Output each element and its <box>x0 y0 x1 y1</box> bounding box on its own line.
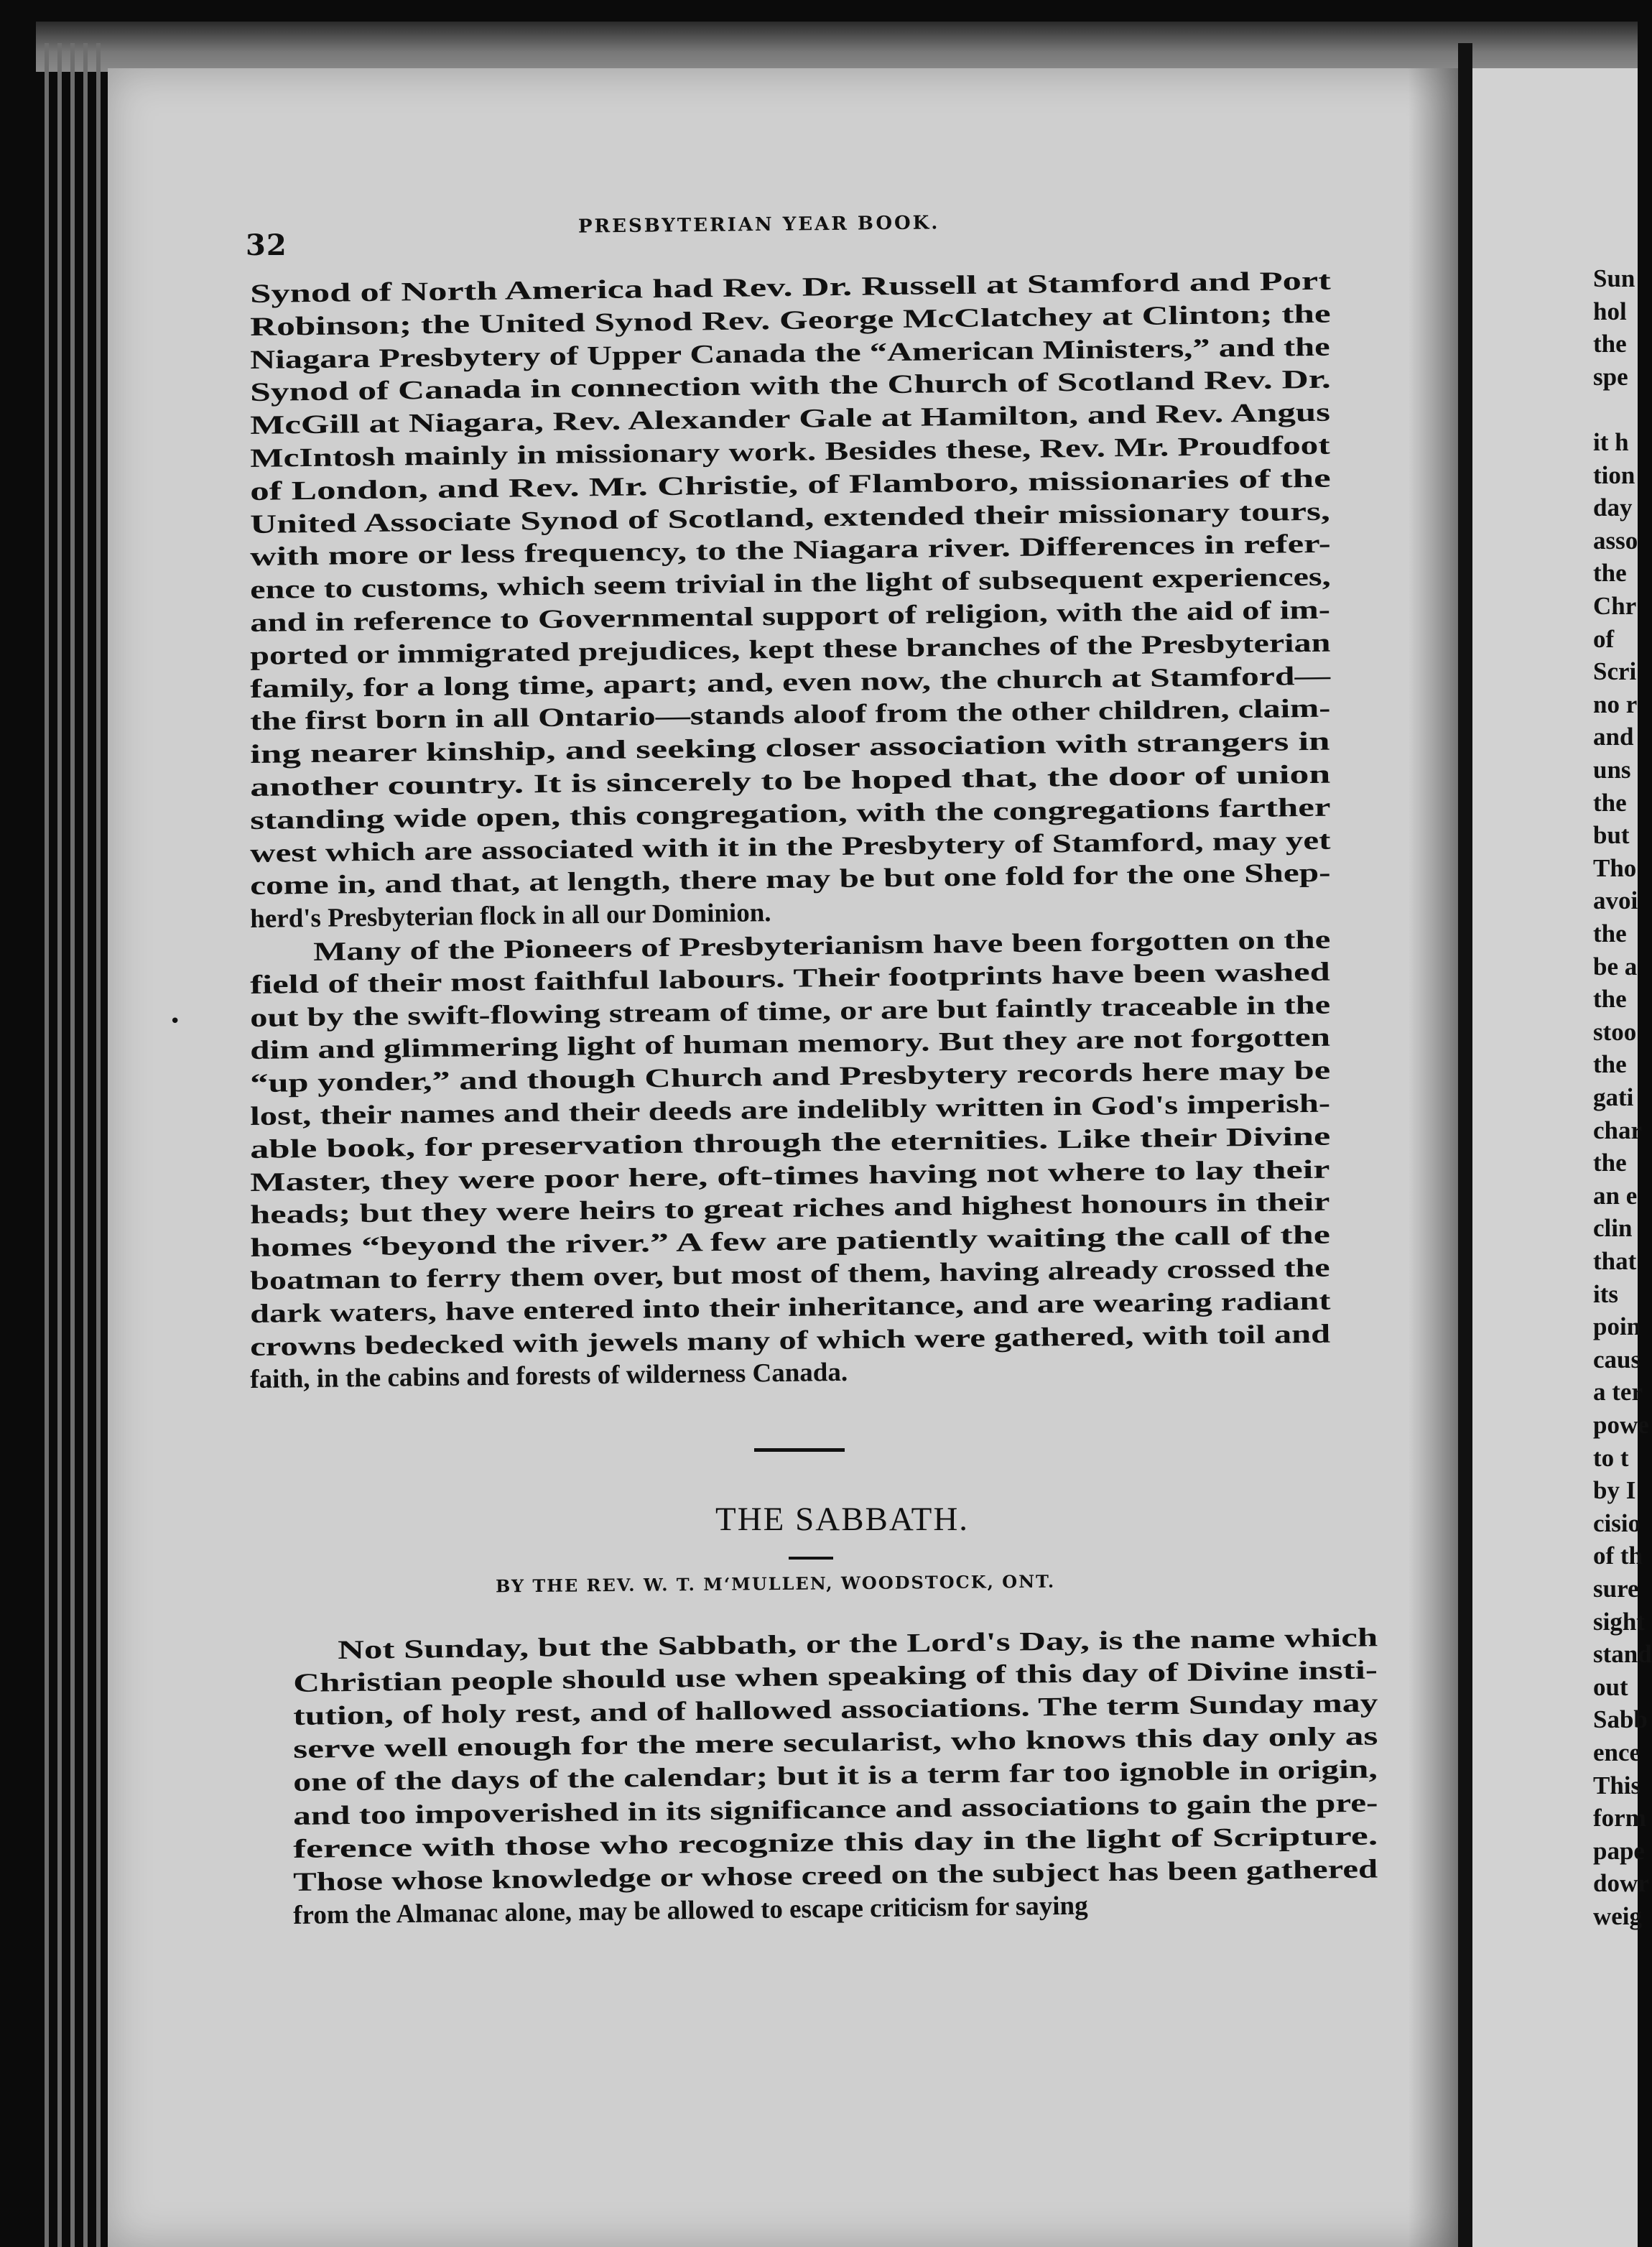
text-line: Those whose knowledge or whose creed on the subject has been gathered <box>293 1854 1378 1897</box>
page-edge <box>57 43 62 2247</box>
text-line: heads; but they were heirs to great riches and highest honours in their <box>250 1187 1330 1231</box>
facing-page-fragment: Chr <box>1593 592 1637 620</box>
text-line: family, for a long time, apart; and, even now, the church at Stamford— <box>250 661 1331 704</box>
facing-page-fragment: Sun <box>1593 264 1635 292</box>
facing-page-fragment: a ter <box>1593 1378 1643 1407</box>
text-line: from the Almanac alone, may be allowed to escape criticism for saying <box>293 1891 1088 1930</box>
text-line: faith, in the cabins and forests of wilderness Canada. <box>250 1358 848 1395</box>
facing-page-fragment: out <box>1593 1672 1628 1701</box>
text-line: dim and glimmering light of human memory. But they are not forgotten <box>250 1023 1331 1066</box>
text-line: ported or immigrated prejudices, kept these branches of the Presbyterian <box>250 628 1331 671</box>
facing-page-fragment: to t <box>1593 1443 1629 1472</box>
text-line: lost, their names and their deeds are indelibly written in God's imperish- <box>250 1088 1331 1131</box>
text-line: McGill at Niagara, Rev. Alexander Gale at Hamilton, and Rev. Angus <box>250 397 1331 441</box>
facing-page-fragment: gati <box>1593 1083 1634 1111</box>
text-line: able book, for preservation through the eternities. Like their Divine <box>250 1121 1331 1164</box>
page-edge <box>96 43 101 2247</box>
facing-page-fragment: day <box>1593 494 1633 522</box>
text-line: the first born in all Ontario—stands aloof from the other children, claim- <box>250 694 1331 737</box>
facing-page-fragment: Sabb <box>1593 1705 1648 1734</box>
facing-page-fragment: dowr <box>1593 1869 1649 1898</box>
facing-page-fragment: avoi <box>1593 886 1638 915</box>
facing-page-fragment: powe <box>1593 1411 1649 1439</box>
text-line: ference with those who recognize this day in the light of Scripture. <box>293 1821 1378 1864</box>
text-line: ing nearer kinship, and seeking closer association with strangers in <box>250 726 1330 770</box>
page-edge <box>45 43 49 2247</box>
facing-page-fragment: stand <box>1593 1640 1652 1669</box>
facing-page-fragment: caus <box>1593 1345 1641 1373</box>
text-line: one of the days of the calendar; but it is a term far too ignoble in origin, <box>293 1754 1378 1798</box>
text-line: field of their most faithful labours. Their footprints have been washed <box>250 957 1331 1000</box>
facing-page-fragment: an e <box>1593 1181 1638 1210</box>
text-line: of London, and Rev. Mr. Christie, of Flamboro, missionaries of the <box>250 463 1331 506</box>
facing-page-fragment: that <box>1593 1247 1637 1275</box>
facing-page-fragment: uns <box>1593 756 1631 784</box>
facing-page-fragment: clin <box>1593 1214 1633 1243</box>
text-line: Many of the Pioneers of Presbyterianism have been forgotten on the <box>313 925 1331 967</box>
title-underline-rule <box>789 1557 833 1560</box>
facing-page-fragment: be a <box>1593 952 1638 981</box>
page-number: 32 <box>246 228 287 262</box>
text-line: Christian people should use when speaking of this day of Divine insti- <box>293 1655 1378 1699</box>
facing-page-fragment: stoo <box>1593 1017 1637 1046</box>
facing-page-fragment: spe <box>1593 362 1628 391</box>
facing-page-fragment: no r <box>1593 690 1638 718</box>
facing-page-fragment: Tho <box>1593 853 1637 882</box>
facing-page-fragment: pape <box>1593 1836 1645 1865</box>
text-line: another country. It is sincerely to be hoped that, the door of union <box>250 759 1331 802</box>
facing-page-fragment: the <box>1593 330 1627 358</box>
text-line: standing wide open, this congregation, with the congregations farther <box>250 792 1331 835</box>
text-line: Synod of North America had Rev. Dr. Russell at Stamford and Port <box>250 266 1331 309</box>
facing-page-fragment: the <box>1593 1050 1627 1079</box>
facing-page-fragment: sight <box>1593 1607 1645 1636</box>
text-line: west which are associated with it in the Presbytery of Stamford, may yet <box>250 825 1331 868</box>
gutter-shadow <box>1408 68 1458 2247</box>
text-line: herd's Presbyterian flock in all our Dominion. <box>250 898 771 935</box>
facing-page-fragment: the <box>1593 1149 1627 1177</box>
section-title: THE SABBATH. <box>715 1501 970 1538</box>
running-head: PRESBYTERIAN YEAR BOOK. <box>577 212 940 238</box>
text-line: homes “beyond the river.” A few are patiently waiting the call of the <box>250 1220 1331 1264</box>
text-line: Not Sunday, but the Sabbath, or the Lord's Day, is the name which <box>338 1623 1378 1665</box>
page-edge <box>83 43 88 2247</box>
text-line: crowns bedecked with jewels many of which were gathered, with toil and <box>250 1319 1331 1362</box>
facing-page-fragment: the <box>1593 919 1627 948</box>
text-line: tution, of holy rest, and of hallowed associations. The term Sunday may <box>293 1688 1378 1732</box>
facing-page-fragment: but <box>1593 821 1630 850</box>
facing-page-fragment: tion <box>1593 460 1635 489</box>
facing-page-fragment: char <box>1593 1116 1643 1144</box>
text-line: McIntosh mainly in missionary work. Besides these, Rev. Mr. Proudfoot <box>250 430 1330 473</box>
facing-page-fragment: sure <box>1593 1575 1639 1603</box>
page-edge <box>70 43 75 2247</box>
section-divider-rule <box>754 1448 845 1452</box>
facing-page-fragment: asso <box>1593 526 1638 555</box>
facing-page-fragment: ence <box>1593 1738 1641 1766</box>
facing-page-fragment: hol <box>1593 297 1627 325</box>
text-line: Robinson; the United Synod Rev. George McClatchey at Clinton; the <box>250 299 1331 342</box>
text-line: Synod of Canada in connection with the Church of Scotland Rev. Dr. <box>250 365 1331 408</box>
facing-page-fragment: This <box>1593 1771 1641 1799</box>
facing-page-fragment: weig <box>1593 1902 1643 1930</box>
article-byline: BY THE REV. W. T. M‘MULLEN, WOODSTOCK, ONT. <box>495 1570 1056 1597</box>
book-gutter <box>1458 43 1472 2247</box>
text-line: ence to customs, which seem trivial in the light of subsequent experiences, <box>250 562 1331 606</box>
margin-ink-mark: • <box>170 1011 181 1032</box>
text-line: out by the swift-flowing stream of time, or are but faintly traceable in the <box>250 990 1331 1033</box>
facing-page-fragment: the <box>1593 788 1627 817</box>
text-line: dark waters, have entered into their inheritance, and are wearing radiant <box>250 1286 1331 1329</box>
text-line: and too impoverished in its significance and associations to gain the pre- <box>293 1788 1378 1831</box>
page-stack-top-edge <box>36 22 1638 72</box>
facing-page-fragment: cisio <box>1593 1509 1641 1537</box>
facing-page-fragment: form <box>1593 1804 1646 1833</box>
facing-page-fragment: the <box>1593 985 1627 1014</box>
text-line: Master, they were poor here, oft-times having not where to lay their <box>250 1154 1330 1197</box>
text-line: with more or less frequency, to the Niagara river. Differences in refer- <box>250 529 1331 573</box>
text-line: “up yonder,” and though Church and Presbytery records here may be <box>250 1055 1331 1099</box>
facing-page-fragment: of th <box>1593 1542 1643 1570</box>
facing-page-fragment: the <box>1593 559 1627 588</box>
facing-page-fragment: Scri <box>1593 657 1637 686</box>
facing-page-fragment: its <box>1593 1279 1618 1308</box>
facing-page-fragment: poin <box>1593 1312 1641 1341</box>
facing-page-fragment: of <box>1593 624 1615 653</box>
text-line: Niagara Presbytery of Upper Canada the “American Ministers,” and the <box>250 332 1330 375</box>
text-line: serve well enough for the mere secularist, who knows this day only as <box>293 1721 1378 1765</box>
facing-page-fragment: and <box>1593 723 1634 751</box>
text-line: United Associate Synod of Scotland, extended their missionary tours, <box>250 496 1331 539</box>
facing-page-fragment: by I <box>1593 1476 1636 1505</box>
text-line: and in reference to Governmental support of religion, with the aid of im- <box>250 595 1331 638</box>
facing-page-fragment: it h <box>1593 428 1629 456</box>
text-line: come in, and that, at length, there may be but one fold for the one Shep- <box>250 858 1331 902</box>
text-line: boatman to ferry them over, but most of them, having already crossed the <box>250 1253 1330 1296</box>
